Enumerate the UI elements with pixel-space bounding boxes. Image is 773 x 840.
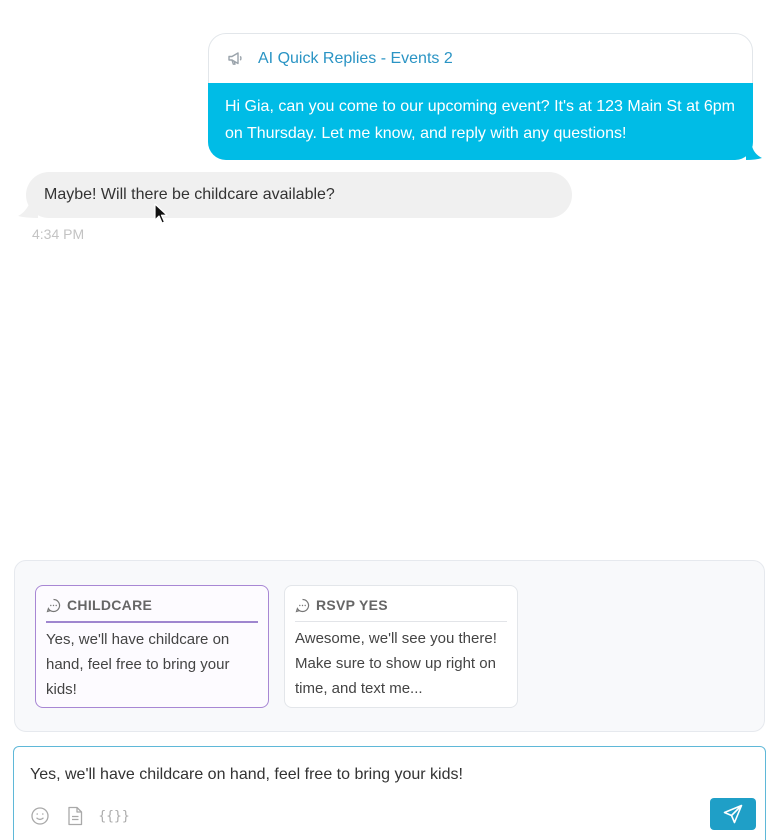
variables-icon[interactable]: {{}} — [98, 808, 130, 824]
send-icon — [723, 804, 743, 824]
outgoing-bubble-tail — [746, 146, 762, 160]
quick-reply-card-rsvp-yes[interactable] — [284, 585, 518, 708]
chat-bubble-icon — [295, 598, 310, 613]
quick-reply-card-childcare[interactable] — [35, 585, 269, 708]
quick-reply-text: Awesome, we'll see you there! Make sure to show up right on time, and text me... — [295, 630, 497, 697]
outgoing-message — [208, 33, 753, 160]
chat-bubble-icon — [46, 598, 61, 613]
emoji-icon[interactable] — [29, 805, 51, 827]
send-button[interactable] — [710, 798, 756, 830]
megaphone-icon — [227, 50, 244, 67]
outgoing-message-text: Hi Gia, can you come to our upcoming event? It's at 123 Main St at 6pm on Thursday. Let me know, and reply with any questions! — [208, 83, 753, 160]
message-composer[interactable] — [13, 746, 766, 840]
template-header[interactable] — [209, 34, 752, 83]
incoming-bubble-tail — [18, 202, 38, 218]
message-input[interactable]: Yes, we'll have childcare on hand, feel free to bring your kids! — [30, 766, 463, 783]
mouse-cursor-icon — [154, 203, 168, 225]
quick-reply-text: Yes, we'll have childcare on hand, feel free to bring your kids! — [46, 630, 230, 698]
quick-replies-panel — [14, 560, 765, 732]
incoming-message-text: Maybe! Will there be childcare available? — [44, 186, 335, 203]
quick-reply-label: CHILDCARE — [67, 597, 153, 613]
template-name: AI Quick Replies - Events 2 — [258, 49, 453, 67]
incoming-message — [26, 172, 572, 218]
quick-reply-label: RSVP YES — [316, 597, 388, 613]
message-timestamp: 4:34 PM — [32, 226, 85, 242]
document-icon[interactable] — [64, 805, 86, 827]
